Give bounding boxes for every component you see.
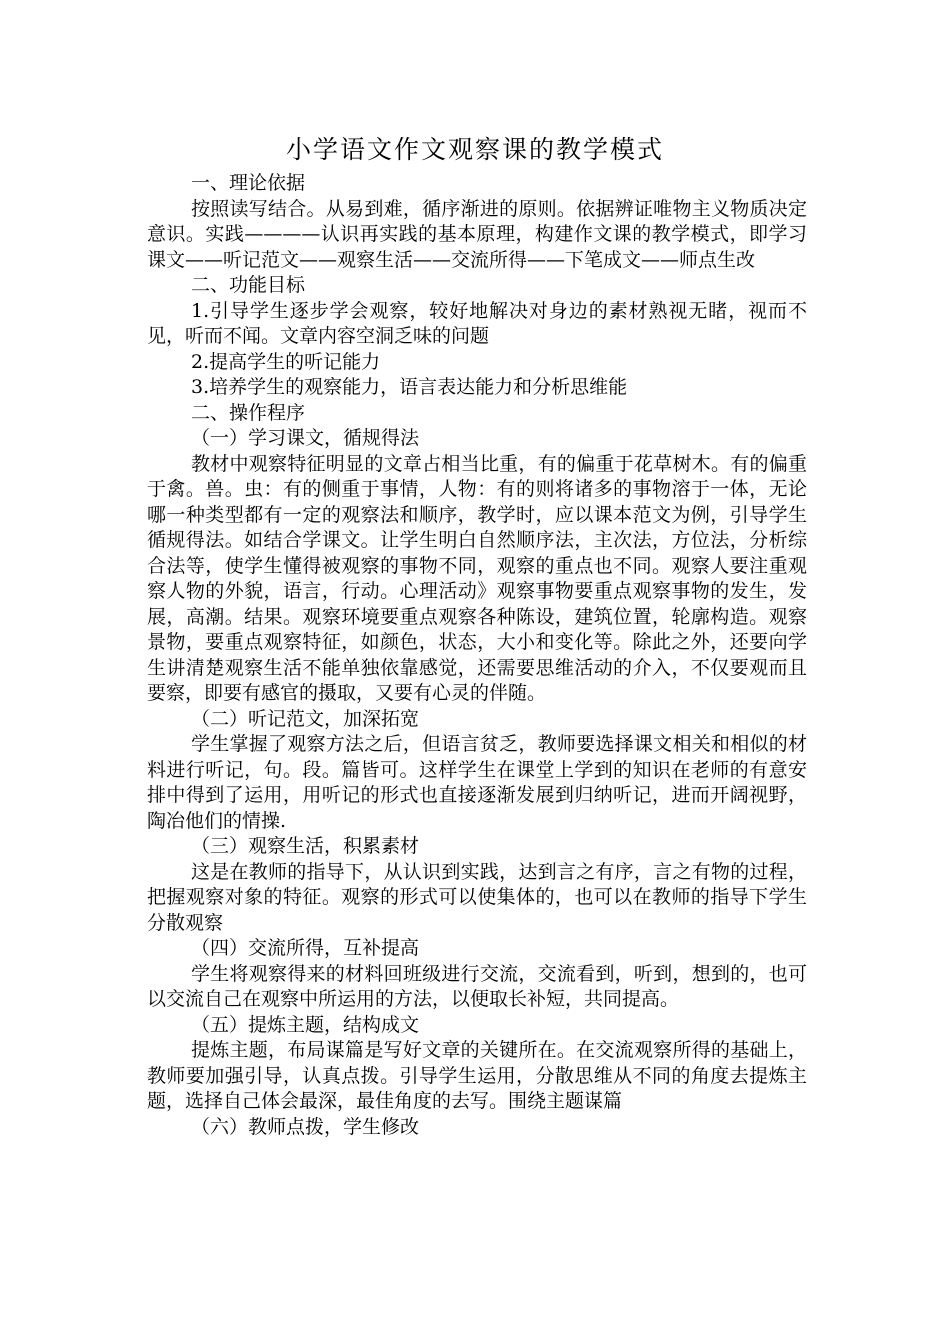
subsection-heading: （二）听记范文，加深拓宽 — [191, 707, 420, 730]
paragraph: 学生掌握了观察方法之后，但语言贫乏，教师要选择课文相关和相似的材料进行听记，句。段。篇皆可。这样学生在课堂上学到的知识在老师的有意安排中得到了运用，用听记的形式也直接逐渐发展到归纳听记，进而开阔视野，陶冶他们的情操. — [147, 733, 807, 832]
page-title: 小学语文作文观察课的教学模式 — [285, 135, 664, 164]
subsection-heading: （三）观察生活，积累素材 — [191, 835, 420, 857]
section-heading: 一、理论依据 — [191, 172, 306, 194]
document-body — [147, 171, 807, 1140]
section-heading: 二、操作程序 — [191, 401, 306, 424]
paragraph: 教材中观察特征明显的文章占相当比重，有的偏重于花草树木。有的偏重于禽。兽。虫：有的侧重于事情，人物：有的则将诸多的事物溶于一体，无论哪一种类型都有一定的观察法和顺序，教学时，应以课本范文为例，引导学生循规得法。如结合学课文。让学生明白自然顺序法，主次法，方位法，分析综合法等，使学生懂得被观察的事物不同，观察的重点也不同。观察人要注重观察人物的外貌，语言，行动。心理活动》观察事物要重点观察事物的发生，发展，高潮。结果。观察环境要重点观察各种陈设，建筑位置，轮廓构造。观察景物，要重点观察特征，如颜色，状态，大小和变化等。除此之外，还要向学生讲清楚观察生活不能单独依靠感觉，还需要思维活动的介入，不仅要观而且要察，即要有感官的摄取，又要有心灵的伴随。 — [147, 452, 807, 704]
paragraph: 学生将观察得来的材料回班级进行交流，交流看到，听到，想到的，也可以交流自己在观察中所运用的方法，以便取长补短，共同提高。 — [147, 962, 807, 1010]
section-heading: 二、功能目标 — [191, 274, 306, 296]
subsection-heading: （五）提炼主题，结构成文 — [191, 1013, 420, 1036]
paragraph: 1.引导学生逐步学会观察，较好地解决对身边的素材熟视无睹，视而不见，听而不闻。文章内容空洞乏味的问题 — [147, 299, 807, 347]
subsection-heading: （六）教师点拨，学生修改 — [191, 1115, 420, 1138]
subsection-heading: （一）学习课文，循规得法 — [191, 427, 420, 449]
paragraph: 3.培养学生的观察能力，语言表达能力和分析思维能 — [191, 376, 628, 398]
paragraph: 按照读写结合。从易到难，循序渐进的原则。依据辨证唯物主义物质决定意识。实践————认识再实践的基本原理，构建作文课的教学模式，即学习课文——听记范文——观察生活——交流所得——下笔成文——师点生改 — [147, 197, 807, 271]
paragraph: 2.提高学生的听记能力 — [191, 350, 381, 373]
subsection-heading: （四）交流所得，互补提高 — [191, 937, 420, 959]
paragraph: 这是在教师的指导下，从认识到实践，达到言之有序，言之有物的过程，把握观察对象的特征。观察的形式可以使集体的，也可以在教师的指导下学生分散观察 — [147, 860, 807, 934]
paragraph: 提炼主题，布局谋篇是写好文章的关键所在。在交流观察所得的基础上，教师要加强引导，认真点拨。引导学生运用，分散思维从不同的角度去提炼主题，选择自己体会最深，最佳角度的去写。围绕主题谋篇 — [147, 1039, 807, 1112]
